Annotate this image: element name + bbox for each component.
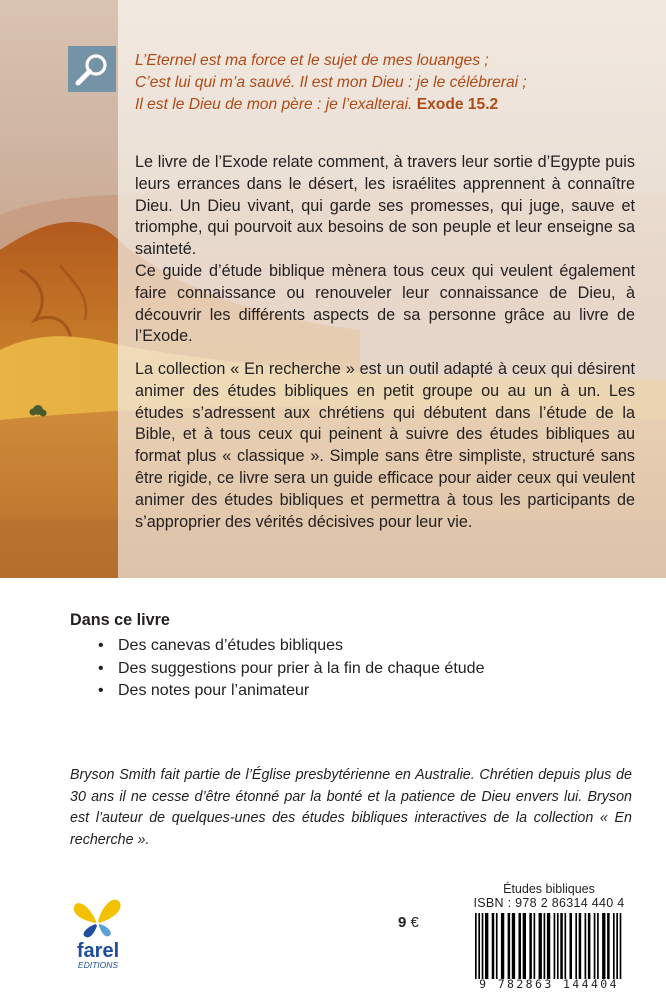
barcode-bar <box>518 913 521 979</box>
author-bio: Bryson Smith fait partie de l’Église presbytérienne en Australie. Chrétien depuis plus de 30 ans il ne cesse d’être étonné par la bonté et la patience de Dieu envers lui. Bryson est l’auteur de quelques-unes des études bibliques interactives de la collection « En recherche ». <box>70 767 632 848</box>
barcode-bar <box>534 913 536 979</box>
series-label: Études bibliques <box>503 882 595 896</box>
barcode-bar <box>560 913 563 979</box>
barcode-bar <box>547 913 550 979</box>
barcode-bar <box>501 913 504 979</box>
collection-block <box>135 359 635 533</box>
barcode-bar <box>482 913 484 979</box>
publisher-logo <box>58 893 138 973</box>
barcode-bar <box>620 913 622 979</box>
barcode-bar <box>539 913 542 979</box>
in-this-book-section <box>70 610 630 703</box>
magnifier-icon <box>68 46 116 92</box>
description-paragraph-2: Ce guide d’étude biblique mènera tous ceux qui veulent également faire connaissance ou renouveler leur connaissance de Dieu, à découvrir les différents aspects de sa personne grâce au livre de l’Exode. <box>135 261 635 346</box>
barcode-bar <box>512 913 515 979</box>
barcode-bar <box>569 913 572 979</box>
list-item-text: Des notes pour l’animateur <box>118 682 310 699</box>
barcode-bar <box>616 913 618 979</box>
barcode-bar <box>564 913 566 979</box>
barcode-bar <box>597 913 599 979</box>
publisher-logo-text: farel <box>76 940 120 962</box>
isbn-barcode-block <box>462 882 636 991</box>
price-currency: € <box>410 914 419 931</box>
list-item-text: Des suggestions pour prier à la fin de chaque étude <box>118 659 485 677</box>
barcode-bar <box>575 913 577 979</box>
bullet: • <box>98 682 104 699</box>
barcode-bar <box>508 913 511 979</box>
barcode-bar <box>478 913 480 979</box>
epigraph-verse <box>135 50 635 116</box>
butterfly-icon <box>74 900 121 938</box>
in-this-book-list <box>70 635 630 703</box>
bullet: • <box>98 637 104 654</box>
collection-paragraph: La collection « En recherche » est un outil adapté à ceux qui désirent animer des études bibliques en petit groupe ou au un à un. Les études s’adressent aux chrétiens qui débutent dans l’étude de la Bible, et à tous ceux qui peinent à suivre des études bibliques au format plus « classique ». Simple sans être simpliste, structuré sans être rigide, ce livre sera un guide efficace pour aider ceux qui veulent animer des études bibliques et permettra à tous les participants de s’approprier des vérités décisives pour leur vie. <box>135 360 635 531</box>
list-item <box>98 635 630 658</box>
verse-line-1: L’Eternel est ma force et le sujet de mes louanges ; <box>135 52 489 69</box>
verse-line-3-text: Il est le Dieu de mon père : je l’exalterai. <box>135 96 413 113</box>
barcode-bar <box>485 913 488 979</box>
list-item <box>98 680 630 703</box>
list-item <box>98 658 630 681</box>
barcode-bar <box>557 913 559 979</box>
barcode-bar <box>579 913 582 979</box>
barcode-bar <box>523 913 526 979</box>
barcode-bar <box>613 913 615 979</box>
barcode-image <box>469 913 629 979</box>
publisher-logo-subtext: EDITIONS <box>77 960 119 970</box>
in-this-book-heading: Dans ce livre <box>70 611 170 629</box>
barcode-bar <box>585 913 587 979</box>
barcode-bar <box>607 913 610 979</box>
list-item-text: Des canevas d’études bibliques <box>118 637 344 654</box>
verse-line-3 <box>135 94 635 116</box>
barcode-bar <box>492 913 495 979</box>
verse-line-2: C’est lui qui m’a sauvé. Il est mon Dieu : je le célébrerai ; <box>135 74 527 91</box>
barcode-digits: 9 782863 144404 <box>479 977 619 991</box>
bullet: • <box>98 659 104 677</box>
barcode-bar <box>544 913 546 979</box>
description-block <box>135 152 635 348</box>
barcode-bar <box>602 913 605 979</box>
verse-reference: Exode 15.2 <box>416 96 499 113</box>
barcode-bar <box>554 913 556 979</box>
price-amount: 9 <box>398 914 407 931</box>
barcode-bar <box>496 913 498 979</box>
barcode-bar <box>529 913 532 979</box>
description-paragraph-1: Le livre de l’Exode relate comment, à travers leur sortie d’Egypte puis leurs errances dans le désert, les israélites apprennent à connaître Dieu. Un Dieu vivant, qui garde ses promesses, qui juge, sauve et triomphe, qui pourvoit aux besoins de son peuple et leur enseigne sa sainteté. <box>135 153 635 259</box>
barcode-bar <box>475 913 477 979</box>
barcode-bar <box>594 913 596 979</box>
price-label <box>398 914 419 931</box>
barcode-bar <box>588 913 591 979</box>
isbn-label: ISBN : 978 2 86314 440 4 <box>473 896 625 910</box>
